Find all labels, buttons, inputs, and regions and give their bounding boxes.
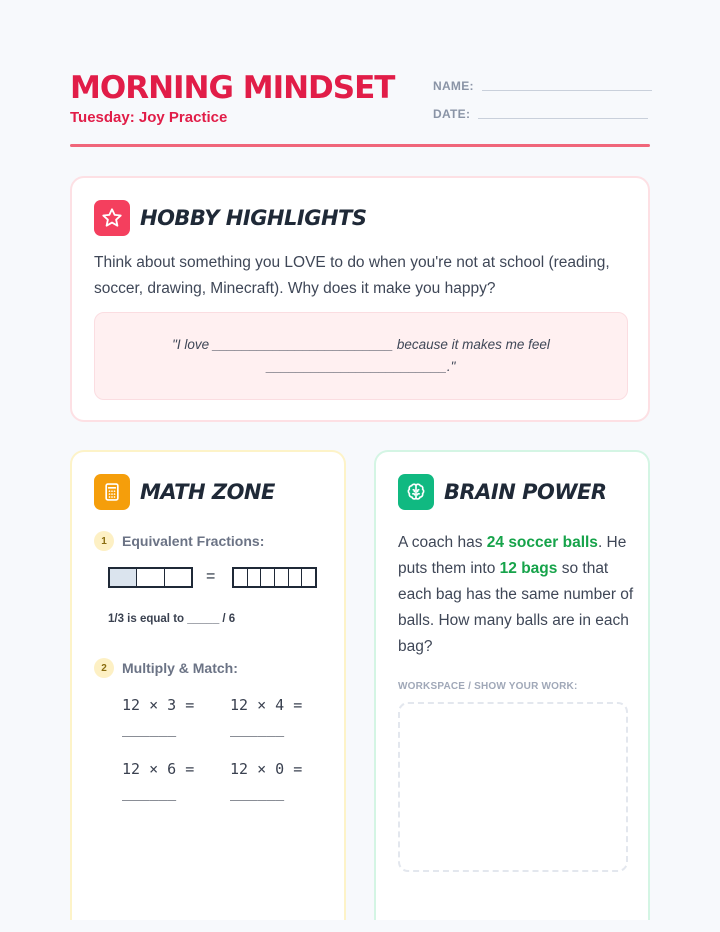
name-field[interactable] [433,79,652,93]
hobby-answer-box[interactable] [94,312,628,400]
step-equivalent-fractions [94,531,264,551]
brain-header [398,474,607,510]
workspace-label: WORKSPACE / SHOW YOUR WORK: [398,681,578,692]
star-icon [94,200,130,236]
word-problem-text: A coach has [398,534,487,551]
name-label: NAME: [433,79,474,93]
equals-sign: = [206,568,216,585]
date-label: DATE: [433,107,471,121]
math-title: MATH ZONE [140,480,275,504]
fraction-segment [110,569,137,586]
word-problem-text: so that each bag has the same number of balls. How many balls are in each bag? [398,560,634,655]
math-zone-card [70,450,346,920]
step-multiply-match [94,658,238,678]
highlight-quantity: 12 bags [499,560,558,577]
fraction-segment[interactable] [248,569,262,586]
fraction-segment[interactable] [289,569,303,586]
fraction-segment [137,569,164,586]
date-line[interactable] [478,118,648,119]
multiplication-problem[interactable]: 12 × 0 = ______ [230,760,303,801]
quote-line-2: ________________________." [266,359,456,374]
header-divider [70,144,650,147]
brain-title: BRAIN POWER [444,480,607,504]
word-problem-text: . He puts them into [398,534,627,577]
page-subtitle: Tuesday: Joy Practice [70,109,228,126]
step-label: Multiply & Match: [122,660,238,676]
hobby-prompt: Think about something you LOVE to do when you're not at school (reading, soccer, drawing, Minecraft). Why does it make you happy? [94,254,610,297]
hobby-highlights-card [70,176,650,422]
math-header [94,474,275,510]
fraction-bar-sixths[interactable] [232,567,317,588]
fraction-segment[interactable] [275,569,289,586]
calculator-icon [94,474,130,510]
step-number: 1 [94,531,114,551]
step-number: 2 [94,658,114,678]
step-label: Equivalent Fractions: [122,533,265,549]
brain-power-card [374,450,650,920]
workspace-box[interactable] [398,702,628,872]
fraction-segment[interactable] [234,569,248,586]
fraction-segment[interactable] [261,569,275,586]
fraction-segment [165,569,191,586]
word-problem [398,530,634,660]
fraction-segment[interactable] [302,569,315,586]
highlight-quantity: 24 soccer balls [486,534,598,551]
hobby-title: HOBBY HIGHLIGHTS [140,206,367,230]
quote-line-1: "I love ________________________ because it makes me feel [172,337,550,352]
fraction-caption: 1/3 is equal to _____ / 6 [108,613,236,625]
page-title: MORNING MINDSET [70,70,395,106]
name-line[interactable] [482,90,652,91]
fraction-bar-thirds [108,567,193,588]
multiplication-problem[interactable]: 12 × 3 = ______ [122,696,195,737]
brain-icon [398,474,434,510]
hobby-header [94,200,366,236]
hobby-quote [151,334,571,378]
multiplication-problem[interactable]: 12 × 6 = ______ [122,760,195,801]
date-field[interactable] [433,107,648,121]
multiplication-problem[interactable]: 12 × 4 = ______ [230,696,303,737]
